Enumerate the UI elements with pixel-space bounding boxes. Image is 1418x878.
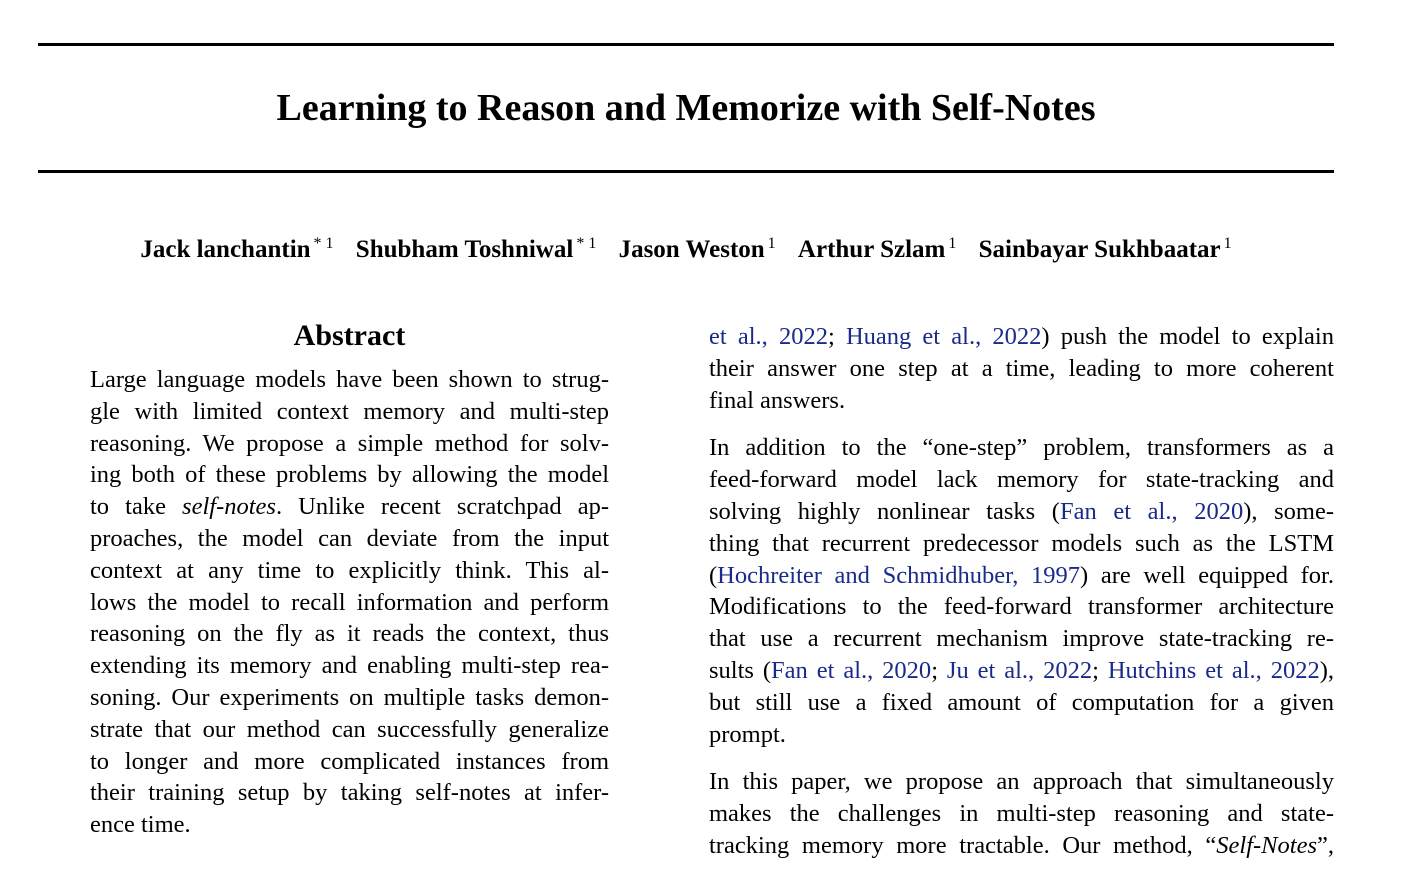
abstract-column (90, 318, 609, 841)
abstract-line: to take self-notes. Unlike recent scratchpad ap- (90, 493, 609, 521)
self-notes-emphasis: self-notes (182, 493, 276, 521)
body-line: makes the challenges in multi-step reasoning and state- (709, 800, 1334, 828)
author-list (38, 228, 1334, 266)
body-line: tracking memory more tractable. Our method, “Self-Notes”, (709, 831, 1334, 859)
body-line: final answers. (709, 386, 846, 414)
body-line: feed-forward model lack memory for state-tracking and (709, 466, 1334, 494)
body-line: but still use a fixed amount of computation for a given (709, 688, 1334, 716)
abstract-line: soning. Our experiments on multiple tasks demon- (90, 683, 609, 711)
author-3: Jason Weston $^1$ (618, 235, 776, 264)
body-line: prompt. (709, 720, 786, 748)
intro-paragraph-1 (709, 321, 1334, 416)
self-notes-emphasis: Self-Notes (1216, 831, 1317, 859)
abstract-line: reasoning on the fly as it reads the context, thus (90, 620, 609, 648)
abstract-line: their training setup by taking self-notes at infer- (90, 779, 609, 807)
bottom-rule (38, 170, 1334, 173)
abstract-body (90, 364, 609, 841)
author-4: Arthur Szlam $^1$ (797, 235, 957, 264)
abstract-line: extending its memory and enabling multi-step rea- (90, 652, 609, 680)
body-line: Modifications to the feed-forward transformer architecture (709, 593, 1334, 621)
abstract-line: lows the model to recall information and perform (90, 588, 609, 616)
citation-link[interactable]: Fan et al., 2020 (771, 656, 932, 684)
body-line: et al., 2022; Huang et al., 2022) push the model to explain (709, 323, 1334, 350)
citation-link[interactable]: Fan et al., 2020 (1059, 497, 1244, 525)
body-line: that use a recurrent mechanism improve state-tracking re- (709, 625, 1334, 653)
abstract-line: ence time. (90, 811, 191, 839)
body-line: (Hochreiter and Schmidhuber, 1997) are well equipped for. (709, 561, 1334, 589)
body-line: their answer one step at a time, leading to more coherent (709, 354, 1334, 382)
author-5: Sainbayar Sukhbaatar $^1$ (978, 235, 1232, 264)
abstract-line: reasoning. We propose a simple method for solv- (90, 429, 609, 457)
abstract-line: strate that our method can successfully generalize (90, 715, 609, 743)
abstract-line: proaches, the model can deviate from the input (90, 524, 609, 552)
abstract-line: Large language models have been shown to strug- (90, 366, 609, 393)
citation-link[interactable]: Huang et al., 2022 (845, 323, 1042, 350)
paper-title: Learning to Reason and Memorize with Self-Notes (276, 87, 1096, 129)
abstract-line: ing both of these problems by allowing the model (90, 461, 609, 489)
top-rule (38, 43, 1334, 46)
citation-link[interactable]: Ju et al., 2022 (946, 656, 1093, 684)
body-line: In this paper, we propose an approach that simultaneously (709, 768, 1334, 796)
citation-link[interactable]: Hutchins et al., 2022 (1107, 656, 1320, 684)
author-2: Shubham Toshniwal $^{* 1}$ (355, 235, 597, 264)
intro-column (709, 321, 1334, 878)
body-line: sults (Fan et al., 2020; Ju et al., 2022; Hutchins et al., 2022), (709, 656, 1334, 684)
citation-link[interactable]: et al., 2022 (709, 323, 828, 350)
body-line: solving highly nonlinear tasks (Fan et al., 2020), some- (709, 497, 1334, 525)
abstract-line: context at any time to explicitly think. This al- (90, 556, 609, 584)
intro-paragraph-2 (709, 432, 1334, 750)
abstract-line: to longer and more complicated instances from (90, 747, 609, 775)
body-line: In addition to the “one-step” problem, transformers as a (709, 434, 1334, 462)
body-line: thing that recurrent predecessor models such as the LSTM (709, 529, 1334, 557)
intro-paragraph-3 (709, 766, 1334, 861)
abstract-heading: Abstract (293, 319, 406, 352)
abstract-line: gle with limited context memory and multi-step (90, 397, 609, 425)
author-1: Jack lanchantin $^{* 1}$ (140, 235, 334, 264)
citation-link[interactable]: Hochreiter and Schmidhuber, 1997 (717, 561, 1081, 589)
